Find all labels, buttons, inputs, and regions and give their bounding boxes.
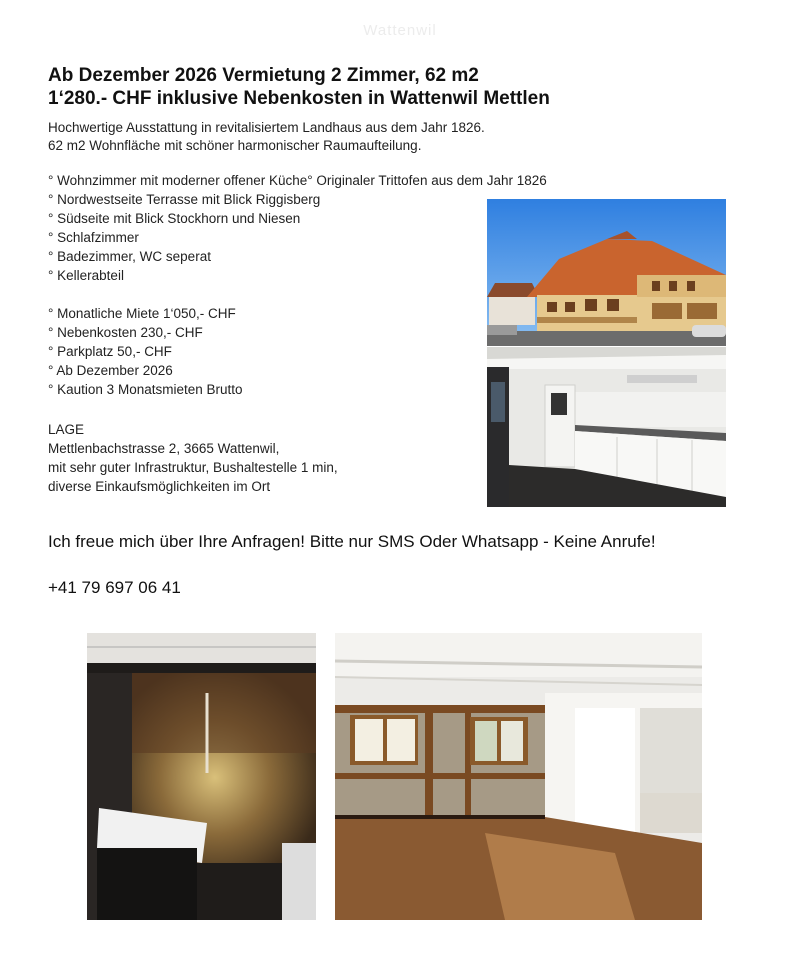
- location-line-3: diverse Einkaufsmöglichkeiten im Ort: [48, 479, 271, 494]
- faint-header-text: Wattenwil: [363, 22, 437, 39]
- location-line-2: mit sehr guter Infrastruktur, Bushaltestelle 1 min,: [48, 460, 338, 475]
- intro-line-2: 62 m2 Wohnfläche mit schöner harmonischer Raumaufteilung.: [48, 138, 422, 153]
- feature-item: ° Nordwestseite Terrasse mit Blick Riggisberg: [48, 192, 321, 207]
- phone-number: +41 79 697 06 41: [48, 578, 181, 597]
- intro-text: [48, 119, 748, 155]
- listing-title: [48, 64, 768, 110]
- bathroom-photo: [87, 633, 316, 920]
- cost-item: ° Ab Dezember 2026: [48, 363, 173, 378]
- feature-item: ° Schlafzimmer: [48, 230, 139, 245]
- cost-item: ° Monatliche Miete 1‘050,- CHF: [48, 306, 236, 321]
- feature-item: ° Südseite mit Blick Stockhorn und Niesen: [48, 211, 301, 226]
- intro-line-1: Hochwertige Ausstattung in revitalisiertem Landhaus aus dem Jahr 1826.: [48, 120, 485, 135]
- cost-item: ° Parkplatz 50,- CHF: [48, 344, 172, 359]
- title-line-2: 1‘280.- CHF inklusive Nebenkosten in Wattenwil Mettlen: [48, 88, 550, 109]
- feature-item: ° Badezimmer, WC seperat: [48, 249, 211, 264]
- kitchen-photo: [487, 347, 726, 507]
- location-line-1: Mettlenbachstrasse 2, 3665 Wattenwil,: [48, 441, 280, 456]
- location-section: [48, 420, 468, 496]
- cost-item: ° Kaution 3 Monatsmieten Brutto: [48, 382, 243, 397]
- title-line-1: Ab Dezember 2026 Vermietung 2 Zimmer, 62 m2: [48, 65, 479, 86]
- feature-item: ° Kellerabteil: [48, 268, 124, 283]
- cost-item: ° Nebenkosten 230,- CHF: [48, 325, 203, 340]
- living-room-photo: [335, 633, 702, 920]
- feature-item: ° Wohnzimmer mit moderner offener Küche° Originaler Trittofen aus dem Jahr 1826: [48, 173, 547, 188]
- contact-request-text: Ich freue mich über Ihre Anfragen! Bitte nur SMS Oder Whatsapp - Keine Anrufe!: [48, 532, 656, 551]
- location-heading: LAGE: [48, 422, 85, 437]
- house-exterior-photo: [487, 199, 726, 346]
